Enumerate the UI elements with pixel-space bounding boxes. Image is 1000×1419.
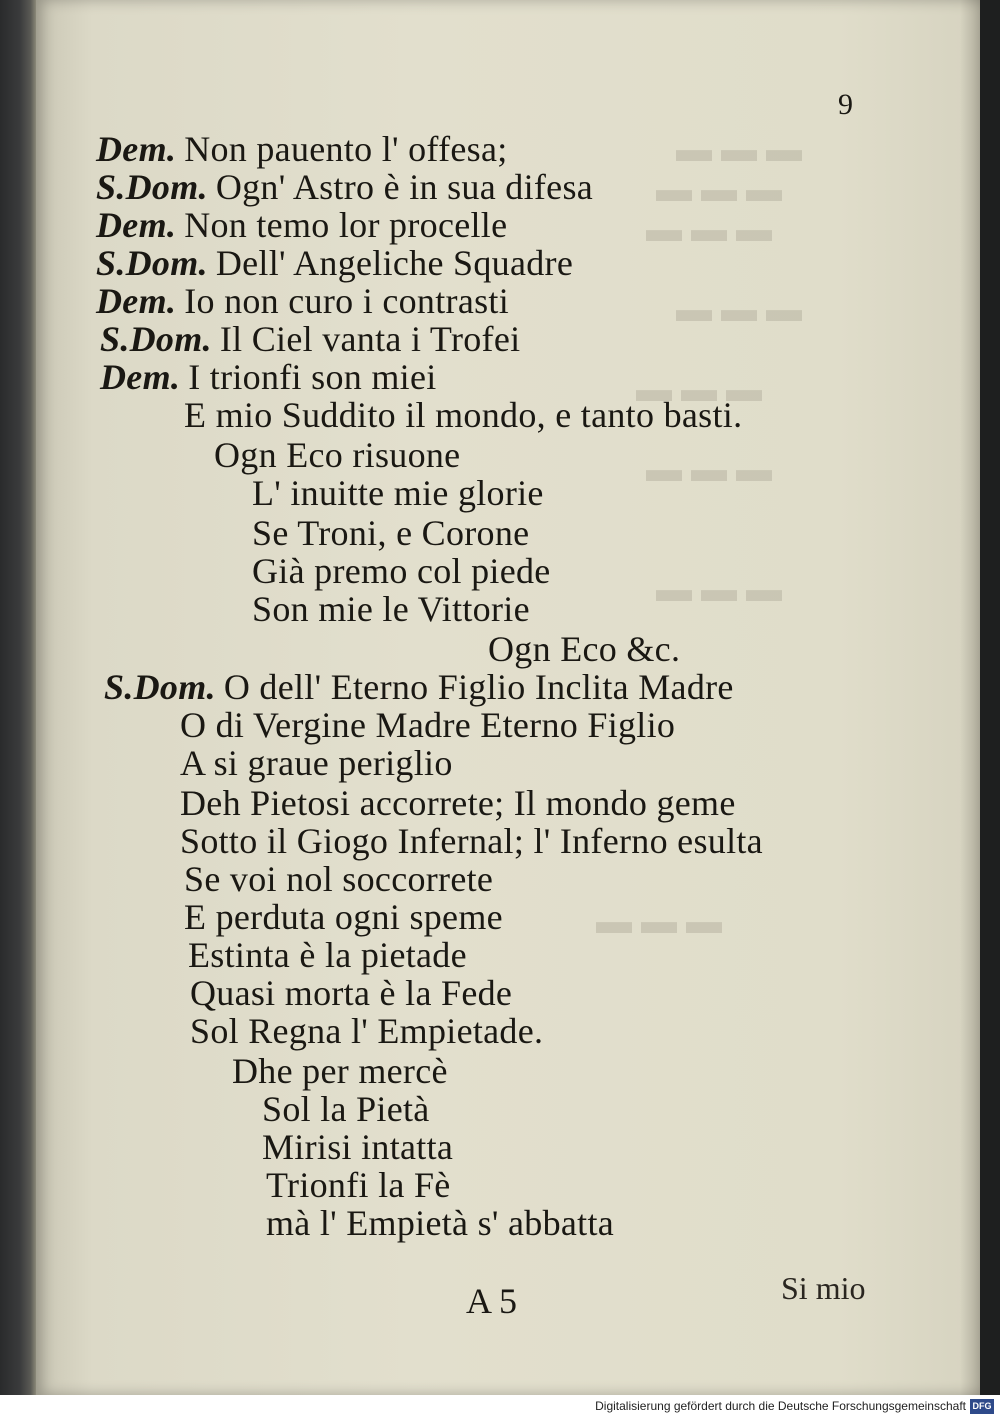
verse-text: Deh Pietosi accorrete; Il mondo geme	[180, 783, 736, 823]
speaker-label: S.Dom.	[100, 319, 212, 359]
verse-line	[184, 860, 493, 898]
verse-line	[266, 1204, 614, 1242]
verse-line	[96, 206, 507, 244]
verse-text: Non temo lor procelle	[184, 205, 508, 245]
verse-text: Quasi morta è la Fede	[190, 973, 513, 1013]
speaker-label: S.Dom.	[104, 667, 216, 707]
show-through-decoration: ▬ ▬ ▬	[646, 209, 772, 249]
verse-text: Ogn Eco &c.	[488, 629, 681, 669]
verse-text: Dell' Angeliche Squadre	[215, 243, 574, 283]
show-through-decoration: ▬ ▬ ▬	[676, 129, 802, 169]
verse-line	[96, 168, 593, 206]
verse-text: Sol la Pietà	[262, 1089, 430, 1129]
verse-text: Non pauento l' offesa;	[184, 129, 508, 169]
verse-line	[188, 936, 467, 974]
verse-line	[488, 630, 680, 668]
verse-text: Son mie le Vittorie	[252, 589, 530, 629]
catchword: Si mio	[781, 1270, 866, 1306]
verse-text: Mirisi intatta	[262, 1127, 454, 1167]
verse-line	[266, 1166, 451, 1204]
speaker-label: S.Dom.	[96, 167, 208, 207]
footer-credit: Digitalisierung gefördert durch die Deutsche Forschungsgemeinschaft	[595, 1399, 966, 1413]
verse-text: L' inuitte mie glorie	[252, 473, 544, 513]
book-page	[36, 0, 980, 1395]
show-through-decoration: ▬ ▬ ▬	[676, 289, 802, 329]
verse-line	[214, 436, 460, 474]
verse-line	[252, 590, 530, 628]
verse-text: Ogn' Astro è in sua difesa	[215, 167, 594, 207]
digitization-footer	[0, 1395, 1000, 1419]
verse-text: O dell' Eterno Figlio Inclita Madre	[223, 667, 734, 707]
verse-line	[184, 898, 503, 936]
verse-line	[96, 130, 508, 168]
verse-line	[190, 974, 512, 1012]
verse-text: A si graue periglio	[180, 743, 453, 783]
verse-line	[100, 320, 520, 358]
dfg-logo: DFG	[970, 1399, 994, 1414]
verse-line	[104, 668, 734, 706]
verse-line	[180, 784, 736, 822]
speaker-label: Dem.	[96, 205, 177, 245]
speaker-label: Dem.	[96, 129, 177, 169]
verse-text: Il Ciel vanta i Trofei	[219, 319, 521, 359]
book-spine	[0, 0, 36, 1395]
verse-text: Se Troni, e Corone	[252, 513, 530, 553]
verse-line	[232, 1052, 448, 1090]
verse-text: Sotto il Giogo Infernal; l' Inferno esulta	[180, 821, 763, 861]
show-through-decoration: ▬ ▬ ▬	[596, 901, 722, 941]
verse-line	[262, 1090, 430, 1128]
verse-text: Estinta è la pietade	[188, 935, 467, 975]
verse-line	[180, 822, 763, 860]
verse-text: mà l' Empietà s' abbatta	[266, 1203, 615, 1243]
verse-text: Ogn Eco risuone	[214, 435, 461, 475]
page-edge-shadow	[960, 0, 980, 1395]
verse-text: Dhe per mercè	[232, 1051, 448, 1091]
verse-line	[190, 1012, 543, 1050]
verse-text: Se voi nol soccorrete	[184, 859, 494, 899]
show-through-decoration: ▬ ▬ ▬	[656, 169, 782, 209]
verse-text: Sol Regna l' Empietade.	[190, 1011, 544, 1051]
show-through-decoration: ▬ ▬ ▬	[646, 449, 772, 489]
verse-text: E perduta ogni speme	[184, 897, 503, 937]
verse-line	[180, 706, 675, 744]
speaker-label: S.Dom.	[96, 243, 208, 283]
verse-text: Già premo col piede	[252, 551, 551, 591]
verse-text: E mio Suddito il mondo, e tanto basti.	[184, 395, 743, 435]
verse-line	[184, 396, 742, 434]
show-through-decoration: ▬ ▬ ▬	[656, 569, 782, 609]
speaker-label: Dem.	[96, 281, 177, 321]
signature-mark: A 5	[466, 1281, 518, 1321]
verse-text: Trionfi la Fè	[266, 1165, 451, 1205]
verse-line	[180, 744, 453, 782]
verse-line	[262, 1128, 453, 1166]
verse-text: I trionfi son miei	[188, 357, 437, 397]
page-number: 9	[838, 88, 853, 121]
speaker-label: Dem.	[100, 357, 181, 397]
verse-line	[252, 552, 551, 590]
verse-text: O di Vergine Madre Eterno Figlio	[180, 705, 676, 745]
verse-line	[100, 358, 437, 396]
verse-line	[96, 244, 573, 282]
show-through-decoration: ▬ ▬ ▬	[636, 369, 762, 409]
verse-line	[252, 474, 544, 512]
verse-line	[252, 514, 529, 552]
verse-text: Io non curo i contrasti	[184, 281, 510, 321]
verse-line	[96, 282, 509, 320]
